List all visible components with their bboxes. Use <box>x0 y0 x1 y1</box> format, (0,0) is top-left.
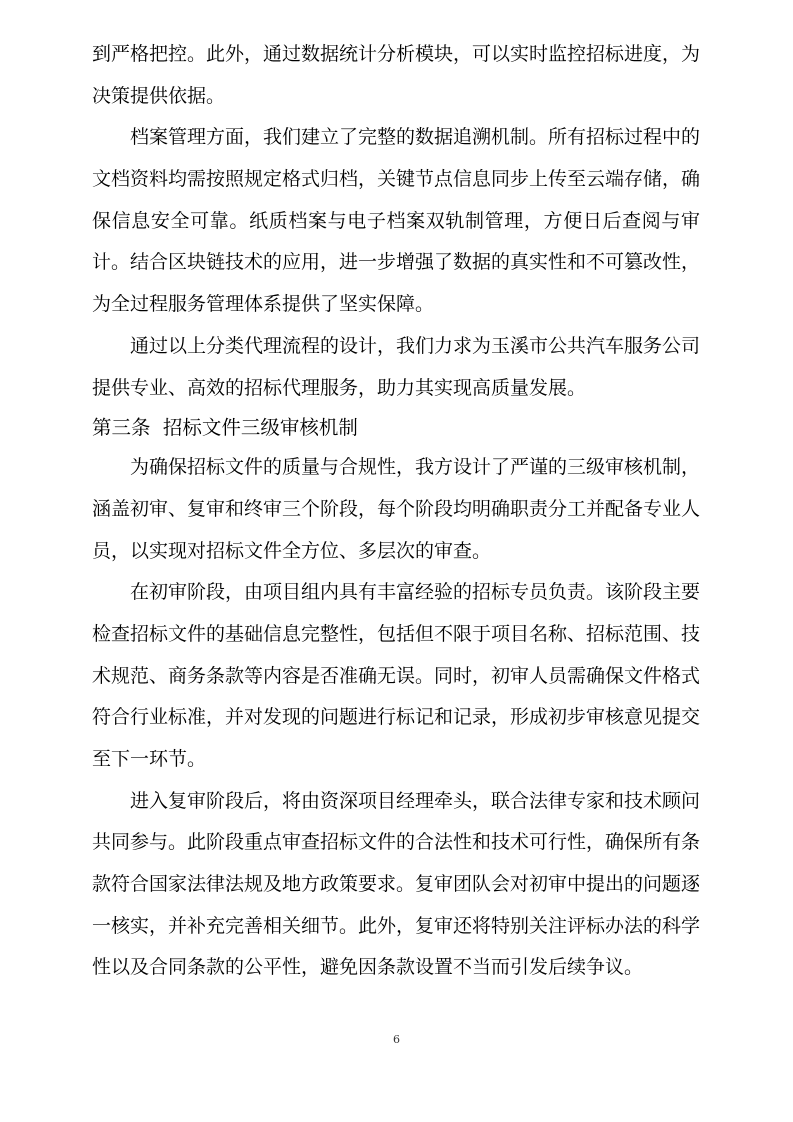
paragraph <box>92 781 700 989</box>
text-line: 共同参与。此阶段重点审查招标文件的合法性和技术可行性，确保所有条 <box>92 831 700 854</box>
text-line: 计。结合区块链技术的应用，进一步增强了数据的真实性和不可篡改性， <box>92 251 700 274</box>
paragraph <box>92 572 700 780</box>
text-line: 一核实，并补充完善相关细节。此外，复审还将特别关注评标办法的科学 <box>92 914 700 937</box>
text-line: 至下一环节。 <box>92 748 207 770</box>
text-line: 检查招标文件的基础信息完整性，包括但不限于项目名称、招标范围、技 <box>92 622 700 645</box>
paragraph <box>92 34 700 117</box>
page-number: 6 <box>393 1033 400 1046</box>
text-line: 提供专业、高效的招标代理服务，助力其实现高质量发展。 <box>92 376 587 399</box>
section-heading: 第三条 招标文件三级审核机制 <box>92 416 358 440</box>
text-line: 款符合国家法律法规及地方政策要求。复审团队会对初审中提出的问题逐 <box>92 873 700 896</box>
document-body <box>92 34 700 989</box>
text-line: 进入复审阶段后，将由资深项目经理牵头，联合法律专家和技术顾问 <box>130 789 700 812</box>
paragraph <box>92 326 700 409</box>
text-line: 性以及合同条款的公平性，避免因条款设置不当而引发后续争议。 <box>92 956 644 979</box>
text-line: 为确保招标文件的质量与合规性，我方设计了严谨的三级审核机制， <box>130 456 700 479</box>
paragraph <box>92 447 700 572</box>
text-line: 术规范、商务条款等内容是否准确无误。同时，初审人员需确保文件格式 <box>92 664 700 687</box>
text-line: 员，以实现对招标文件全方位、多层次的审查。 <box>92 539 492 562</box>
text-line: 在初审阶段，由项目组内具有丰富经验的招标专员负责。该阶段主要 <box>130 581 700 604</box>
paragraph <box>92 117 700 325</box>
text-line: 档案管理方面，我们建立了完整的数据追溯机制。所有招标过程中的 <box>130 126 700 149</box>
text-line: 符合行业标准，并对发现的问题进行标记和记录，形成初步审核意见提交 <box>92 706 700 729</box>
text-line: 保信息安全可靠。纸质档案与电子档案双轨制管理，方便日后查阅与审 <box>92 209 700 232</box>
text-line: 通过以上分类代理流程的设计，我们力求为玉溪市公共汽车服务公司 <box>130 334 700 357</box>
text-line: 决策提供依据。 <box>92 84 226 107</box>
text-line: 文档资料均需按照规定格式归档，关键节点信息同步上传至云端存储，确 <box>92 168 700 191</box>
text-line: 为全过程服务管理体系提供了坚实保障。 <box>92 293 435 316</box>
text-line: 涵盖初审、复审和终审三个阶段，每个阶段均明确职责分工并配备专业人 <box>92 497 700 520</box>
text-line: 到严格把控。此外，通过数据统计分析模块，可以实时监控招标进度，为 <box>92 43 700 65</box>
